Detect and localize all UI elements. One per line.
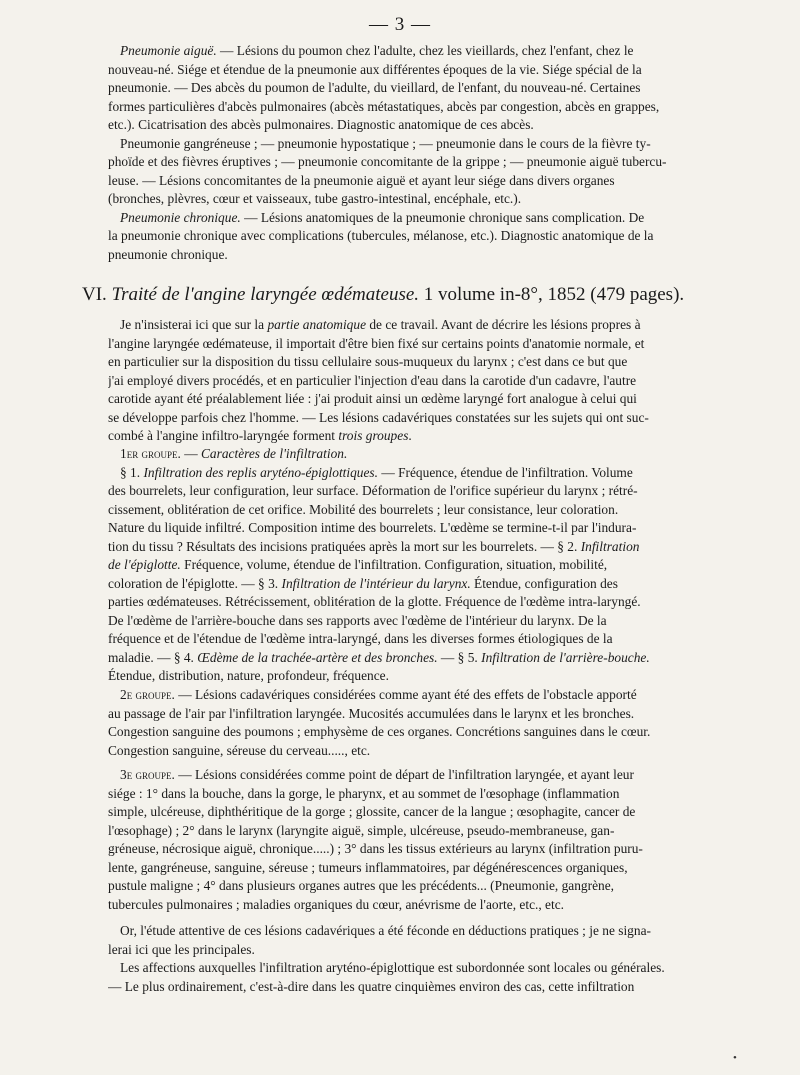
text-run: — § 5. [437,649,482,665]
text-line [108,482,722,501]
text-run: Étendue, distribution, nature, profondeur, fréquence. [108,668,389,683]
text-line [108,575,722,594]
text-run: Congestion sanguine, séreuse du cerveau....., etc. [108,742,371,758]
text-line [108,209,722,228]
text-line [108,556,722,575]
text-run: Pneumonie gangréneuse ; — pneumonie hypostatique ; — pneumonie dans le cours de la fièvre ty- [120,135,651,151]
text-line [108,959,722,978]
text-line [108,519,722,538]
text-run: l'œsophage) ; 2° dans le larynx (laryngite aiguë, simple, ulcéreuse, pseudo-membraneuse, gan- [108,822,615,838]
text-run: la pneumonie chronique avec complications (tubercules, mélanose, etc.). Diagnostic anatomique de la [108,228,654,243]
text-run: — Le plus ordinairement, c'est-à-dire dans les quatre cinquièmes environ des cas, cette infiltration [108,978,635,994]
text-line [108,922,722,941]
text-run: Or, l'étude attentive de ces lésions cadavériques a été féconde en déductions pratiques ; je ne signa- [120,923,651,938]
text-line [108,372,722,391]
text-run: lente, gangréneuse, sanguine, séreuse ; tumeurs inflammatoires, par dégénérescences organiques, [108,859,628,875]
text-run: j'ai employé divers procédés, et en particulier l'injection d'eau dans la carotide d'un cadavre, l'autre [108,372,637,388]
text-line [108,42,722,61]
text-line [108,785,722,804]
text-run: — Lésions considérées comme point de départ de l'infiltration laryngée, et ayant leur [174,767,634,782]
text-run: nouveau-né. Siége et étendue de la pneumonie aux différentes époques de la vie. Siége spécial de la [108,61,642,77]
text-run: lerai ici que les principales. [108,941,255,957]
text-run: carotide ayant été préalablement liée : j'ai produit ainsi un œdème laryngé fort analogue à celui qui [108,391,637,406]
text-line [108,686,722,705]
text-line [108,649,722,668]
text-run: cissement, oblitération de cet orifice. Mobilité des bourrelets ; leur consistance, leur coloration. [108,501,619,517]
text-run: Nature du liquide infiltré. Composition intime des bourrelets. L'œdème se termine-t-il par l'indura- [108,520,637,535]
italic-text: Infiltration [580,538,640,554]
page-mark: • [733,1052,737,1064]
text-run: Étendue, configuration des [470,575,618,591]
text-run: tion du tissu ? Résultats des incisions pratiquées après la mort sur les bourrelets. — § 2. [108,538,581,554]
text-run: combé à l'angine infiltro-laryngée forment [108,428,339,443]
group-label: 2e groupe. [120,687,175,702]
text-line [108,61,722,80]
text-run: leuse. — Lésions concomitantes de la pneumonie aiguë et ayant leur siége dans divers organes [108,172,615,188]
group-2-section [108,686,722,760]
text-run: l'angine laryngée œdémateuse, il importait d'être bien fixé sur certains points d'anatomie normale, et [108,335,645,351]
text-line [108,612,722,631]
text-line [108,705,722,724]
text-line [108,172,722,191]
section-heading [82,284,722,306]
text-line [108,409,722,428]
italic-text: Pneumonie chronique. [120,209,241,225]
text-line [108,877,722,896]
text-run: en particulier sur la disposition du tissu cellulaire sous-muqueux du larynx ; c'est dans ce but que [108,354,628,369]
text-run: Fréquence, volume, étendue de l'infiltration. Configuration, situation, mobilité, [180,557,608,572]
text-run: formes particulières d'abcès pulmonaires (abcès métastatiques, abcès par congestion, abcès en grappes, [108,98,660,114]
text-run: Je n'insisterai ici que sur la [120,317,268,332]
italic-text: de l'épiglotte. [108,557,181,572]
italic-text: Pneumonie aiguë. [120,43,217,58]
text-line [108,227,722,246]
text-run: maladie. — § 4. [108,649,198,665]
text-line [108,766,722,785]
text-run: De l'œdème de l'arrière-bouche dans ses rapports avec l'œdème de l'intérieur du larynx. De la [108,612,607,628]
text-run: coloration de l'épiglotte. — § 3. [108,575,282,591]
text-run: pustule maligne ; 4° dans plusieurs organes autres que les précédents... (Pneumonie, gangrène, [108,878,615,893]
text-run: . [408,428,412,443]
text-run: phoïde et des fièvres éruptives ; — pneumonie concomitante de la grippe ; — pneumonie aiguë tubercu- [108,154,667,169]
text-line [108,501,722,520]
text-line [108,667,722,686]
text-line [108,538,722,557]
group-label: 3e groupe. [120,767,175,782]
text-line [108,427,722,446]
text-run: siége : 1° dans la bouche, dans la gorge, le pharynx, et au sommet de l'œsophage (inflammation [108,785,620,801]
text-run: se développe parfois chez l'homme. — Les lésions cadavériques constatées sur les sujets qui ont suc- [108,409,649,425]
text-line [108,135,722,154]
text-line [108,896,722,915]
text-run: de ce travail. Avant de décrire les lésions propres à [366,317,641,332]
text-line [108,723,722,742]
italic-text: Infiltration des replis aryténo-épiglottiques. [143,464,378,480]
text-run: — Fréquence, étendue de l'infiltration. Volume [378,464,633,480]
text-line [108,803,722,822]
text-line [108,859,722,878]
text-line [108,941,722,960]
text-run: parties œdémateuses. Rétrécissement, oblitération de la glotte. Fréquence de l'œdème intra-laryngé. [108,594,641,609]
text-run: etc.). Cicatrisation des abcès pulmonaires. Diagnostic anatomique de ces abcès. [108,117,534,132]
text-run: 1 volume in-8°, 1852 (479 pages). [419,284,685,305]
italic-text: trois groupes [338,428,409,443]
italic-text: Caractères de l'infiltration. [201,446,348,461]
text-run: — Lésions du poumon chez l'adulte, chez les vieillards, chez l'enfant, chez le [216,43,634,58]
text-line [108,742,722,761]
text-line [108,978,722,997]
text-line [108,822,722,841]
text-line [108,353,722,372]
page-number: — 3 — [369,14,431,35]
text-run: (bronches, plèvres, cœur et vaisseaux, tube gastro-intestinal, encéphale, etc.). [108,191,522,206]
text-run: — [180,446,201,461]
italic-text: partie anatomique [267,317,367,332]
group-label: 1er groupe. [120,446,181,461]
text-run: pneumonie chronique. [108,246,228,262]
italic-text: Infiltration de l'intérieur du larynx. [281,575,471,591]
text-line [108,246,722,265]
text-line [108,445,722,464]
text-line [108,464,722,483]
text-run: VI. [82,284,112,305]
text-run: fréquence et de l'étendue de l'œdème intra-laryngé, dans les diverses formes étiologiques de la [108,631,613,646]
text-run: tubercules pulmonaires ; maladies organiques du cœur, anévrisme de l'aorte, etc., etc. [108,896,565,912]
text-run: — Lésions anatomiques de la pneumonie chronique sans complication. De [240,209,645,225]
text-run: pneumonie. — Des abcès du poumon de l'adulte, du vieillard, de l'enfant, du nouveau-né. Certaines [108,80,641,95]
text-line [108,190,722,209]
text-line [108,79,722,98]
group-1-section [108,445,722,686]
text-run: des bourrelets, leur configuration, leur surface. Déformation de l'orifice supérieur du larynx ; rétré- [108,483,638,498]
text-run: § 1. [120,464,144,480]
text-line [108,316,722,335]
text-line [108,116,722,135]
italic-text: Infiltration de l'arrière-bouche. [481,649,650,665]
text-line [108,153,722,172]
text-run: simple, ulcéreuse, diphthéritique de la gorge ; glossite, cancer de la langue ; œsophagite, cancer de [108,804,636,819]
text-run: au passage de l'air par l'infiltration laryngée. Mucosités accumulées dans le larynx et les bronches. [108,705,635,721]
text-line [108,593,722,612]
text-run: Congestion sanguine des poumons ; emphysème de ces organes. Concrétions sanguines dans le cœur. [108,724,651,739]
italic-text: Traité de l'angine laryngée œdémateuse. [111,284,420,305]
text-line [108,390,722,409]
conclusion-section [108,922,722,996]
text-run: Les affections auxquelles l'infiltration aryténo-épiglottique est subordonnée sont locales ou générales. [120,960,665,975]
group-3-section [108,766,722,914]
italic-text: Œdème de la trachée-artère et des bronches. [197,649,438,665]
text-run: gréneuse, nécrosique aiguë, chronique.....) ; 3° dans les tissus extérieurs au larynx (infiltration puru- [108,841,643,856]
text-line [108,335,722,354]
text-line [108,98,722,117]
text-line [108,630,722,649]
intro-paragraph [108,316,722,446]
text-line [108,840,722,859]
pneumonie-section [108,42,722,264]
text-run: — Lésions cadavériques considérées comme ayant été des effets de l'obstacle apporté [174,687,637,702]
